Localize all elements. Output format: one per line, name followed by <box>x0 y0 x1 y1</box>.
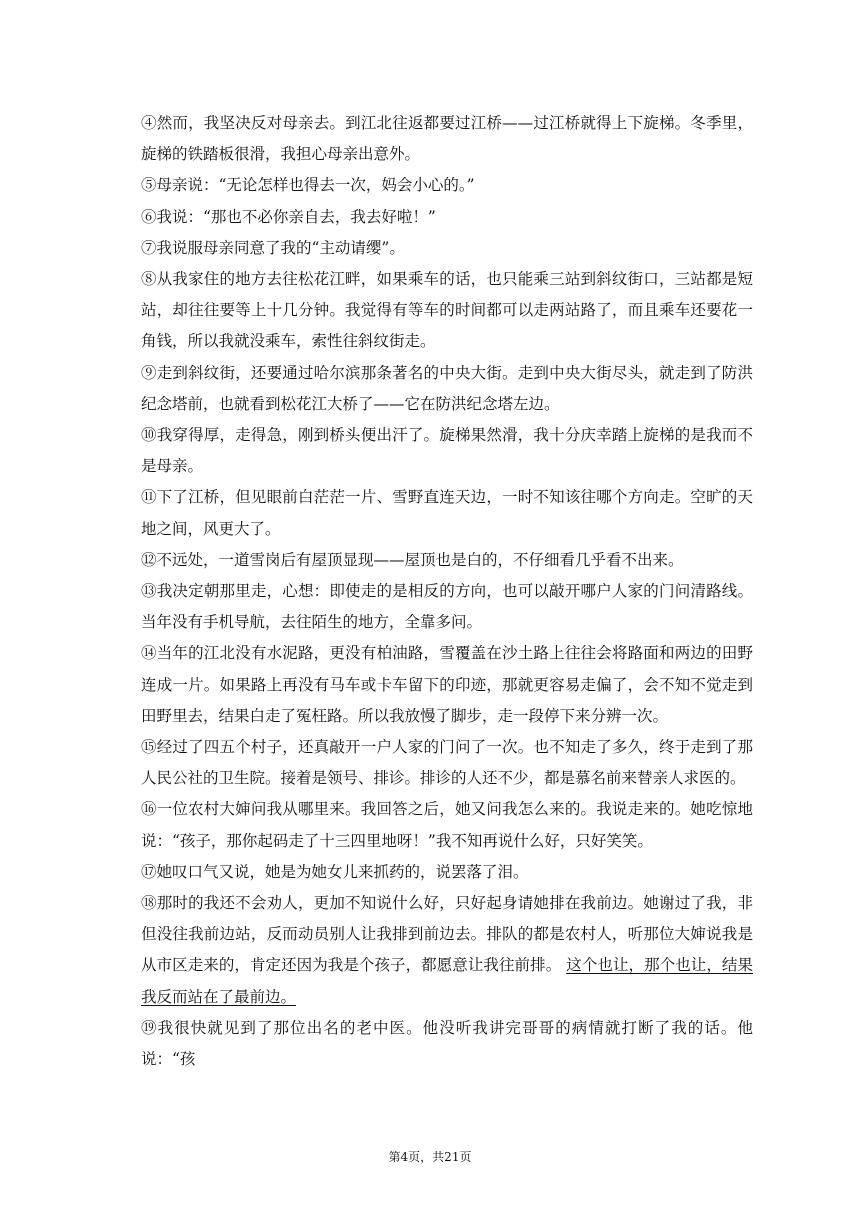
paragraph-14: ⑭当年的江北没有水泥路，更没有柏油路，雪覆盖在沙土路上往往会将路面和两边的田野连成一片。如果路上再没有马车或卡车留下的印迹，那就更容易走偏了，会不知不觉走到田野里去，结果白走了冤枉路。所以我放慢了脚步，走一段停下来分辨一次。 <box>141 644 753 725</box>
paragraph-12: ⑫不远处，一道雪岗后有屋顶显现——屋顶也是白的，不仔细看几乎看不出来。 <box>141 550 684 569</box>
paragraph-5: ⑤母亲说：“无论怎样也得去一次，妈会小心的。” <box>141 176 475 195</box>
page-number-footer: 第4页，共21页 <box>388 1150 472 1164</box>
paragraph-18 <box>141 888 753 1013</box>
paragraph-13: ⑬我决定朝那里走，心想：即使走的是相反的方向，也可以敲开哪户人家的门问清路线。当年没有手机导航，去往陌生的地方，全靠多问。 <box>141 582 753 632</box>
paragraph-10: ⑩我穿得厚，走得急，刚到桥头便出汗了。旋梯果然滑，我十分庆幸踏上旋梯的是我而不是母亲。 <box>141 426 753 476</box>
paragraph-4: ④然而，我坚决反对母亲去。到江北往返都要过江桥——过江桥就得上下旋梯。冬季里，旋梯的铁踏板很滑，我担心母亲出意外。 <box>141 114 753 164</box>
paragraph-17: ⑰她叹口气又说，她是为她女儿来抓药的，说罢落了泪。 <box>141 862 529 881</box>
paragraph-7: ⑦我说服母亲同意了我的“主动请缨”。 <box>141 238 405 257</box>
paragraph-16: ⑯一位农村大婶问我从哪里来。我回答之后，她又问我怎么来的。我说走来的。她吃惊地说：“孩子，那你起码走了十三四里地呀！”我不知再说什么好，只好笑笑。 <box>141 800 753 850</box>
paragraph-8: ⑧从我家住的地方去往松花江畔，如果乘车的话，也只能乘三站到斜纹街口，三站都是短站，却往往要等上十几分钟。我觉得有等车的时间都可以走两站路了，而且乘车还要花一角钱，所以我就没乘车，索性往斜纹街走。 <box>141 270 753 351</box>
article-body <box>141 108 753 1075</box>
paragraph-9: ⑨走到斜纹街，还要通过哈尔滨那条著名的中央大街。走到中央大街尽头，就走到了防洪纪念塔前，也就看到松花江大桥了——它在防洪纪念塔左边。 <box>141 363 753 413</box>
paragraph-18-text: ⑱那时的我还不会劝人，更加不知说什么好，只好起身请她排在我前边。她谢过了我，非但没往我前边站，反而动员别人让我排到前边去。排队的都是农村人，听那位大婶说我是从市区走来的，肯定还因为我是个孩子，都愿意让我往前排。 <box>141 894 753 975</box>
paragraph-6: ⑥我说：“那也不必你亲自去，我去好啦！” <box>141 207 436 226</box>
paragraph-11: ⑪下了江桥，但见眼前白茫茫一片、雪野直连天边，一时不知该往哪个方向走。空旷的天地之间，风更大了。 <box>141 488 753 538</box>
underlined-sentence: 这个也让，那个也让，结果我反而站在了最前边。 <box>141 956 753 1006</box>
paragraph-19: ⑲我很快就见到了那位出名的老中医。他没听我讲完哥哥的病情就打断了我的话。他说：“孩 <box>141 1018 753 1069</box>
paragraph-15: ⑮经过了四五个村子，还真敲开一户人家的门问了一次。也不知走了多久，终于走到了那人民公社的卫生院。接着是领号、排诊。排诊的人还不少，都是慕名前来替亲人求医的。 <box>141 738 753 788</box>
